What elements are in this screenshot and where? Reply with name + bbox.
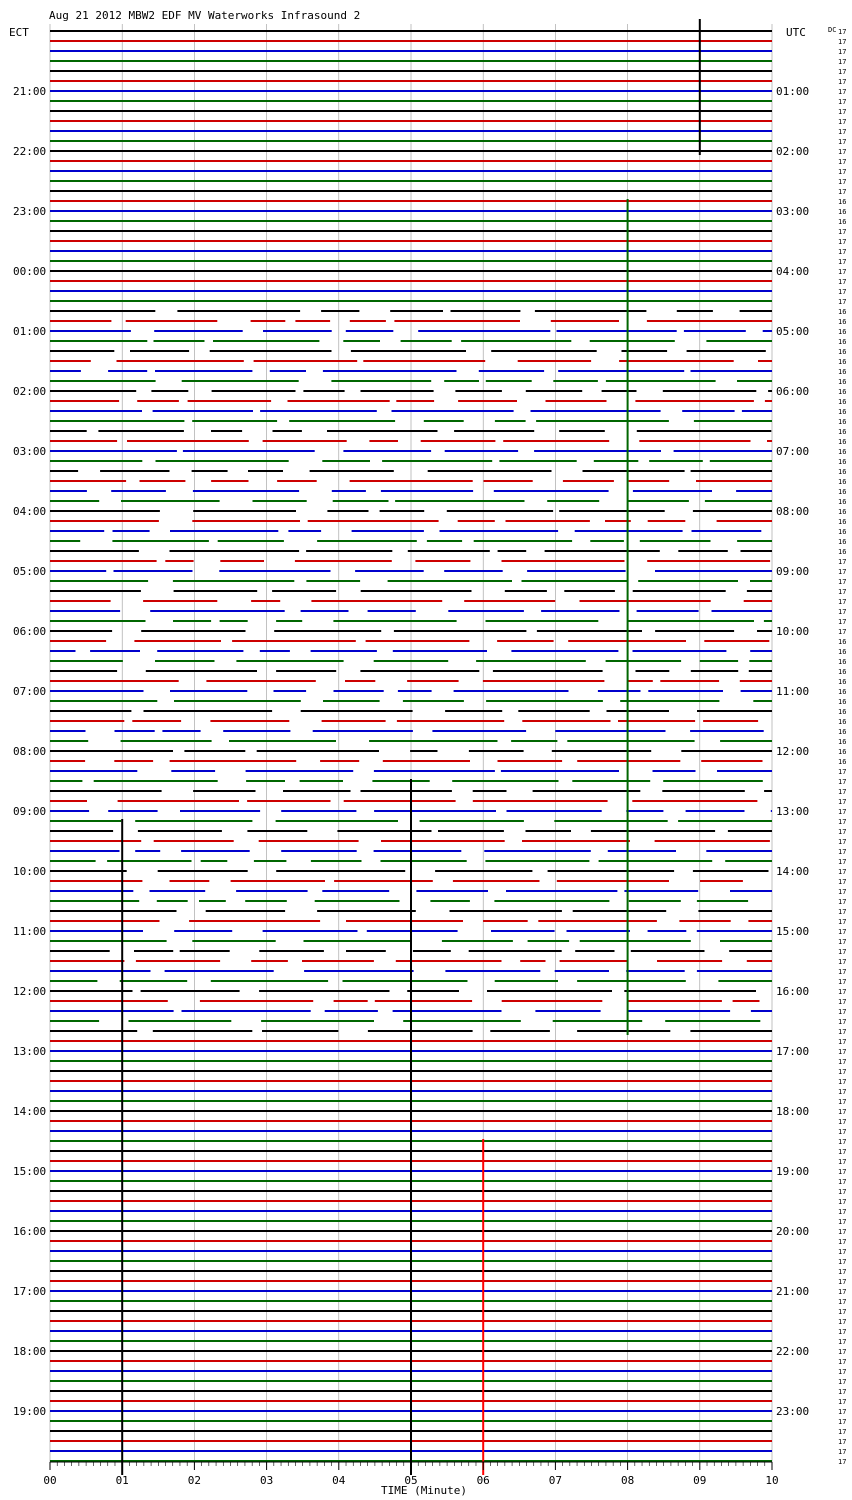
right-hour-label: 18:00 xyxy=(776,1105,810,1118)
dc-offset-value: 17 xyxy=(838,1338,847,1346)
right-hour-label: 05:00 xyxy=(776,325,810,338)
dc-offset-value: 17 xyxy=(838,628,847,636)
left-hour-label: 10:00 xyxy=(13,865,47,878)
dc-offset-value: 17 xyxy=(838,908,847,916)
dc-offset-value: 17 xyxy=(838,1108,847,1116)
dc-offset-value: 17 xyxy=(838,978,847,986)
dc-offset-value: 17 xyxy=(838,798,847,806)
dc-offset-value: 16 xyxy=(838,738,847,746)
dc-offset-value: 17 xyxy=(838,578,847,586)
left-hour-label: 00:00 xyxy=(13,265,47,278)
dc-offset-value: 17 xyxy=(838,288,847,296)
dc-offset-value: 16 xyxy=(838,308,847,316)
dc-offset-value: 16 xyxy=(838,698,847,706)
dc-offset-value: 17 xyxy=(838,598,847,606)
dc-offset-value: 17 xyxy=(838,1168,847,1176)
dc-offset-value: 16 xyxy=(838,718,847,726)
dc-offset-value: 16 xyxy=(838,408,847,416)
dc-offset-value: 17 xyxy=(838,108,847,116)
dc-offset-value: 17 xyxy=(838,248,847,256)
dc-offset-value: 17 xyxy=(838,1198,847,1206)
dc-offset-value: 17 xyxy=(838,78,847,86)
right-hour-label: 20:00 xyxy=(776,1225,810,1238)
dc-offset-value: 17 xyxy=(838,168,847,176)
right-hour-label: 02:00 xyxy=(776,145,810,158)
dc-offset-value: 17 xyxy=(838,1378,847,1386)
dc-offset-value: 17 xyxy=(838,1328,847,1336)
right-hour-label: 11:00 xyxy=(776,685,810,698)
dc-offset-value: 17 xyxy=(838,58,847,66)
right-hour-label: 19:00 xyxy=(776,1165,810,1178)
left-hour-label: 23:00 xyxy=(13,205,47,218)
dc-offset-value: 16 xyxy=(838,468,847,476)
dc-offset-value: 17 xyxy=(838,1118,847,1126)
dc-offset-value: 17 xyxy=(838,1078,847,1086)
dc-offset-value: 17 xyxy=(838,858,847,866)
dc-offset-value: 17 xyxy=(838,1268,847,1276)
dc-offset-value: 17 xyxy=(838,1068,847,1076)
dc-offset-value: 17 xyxy=(838,1228,847,1236)
dc-offset-value: 17 xyxy=(838,808,847,816)
dc-offset-value: 17 xyxy=(838,1358,847,1366)
dc-offset-value: 17 xyxy=(838,68,847,76)
dc-offset-value: 17 xyxy=(838,1258,847,1266)
right-hour-label: 03:00 xyxy=(776,205,810,218)
dc-offset-value: 16 xyxy=(838,198,847,206)
dc-offset-value: 17 xyxy=(838,1348,847,1356)
dc-offset-value: 16 xyxy=(838,488,847,496)
right-hour-label: 13:00 xyxy=(776,805,810,818)
dc-offset-value: 16 xyxy=(838,708,847,716)
dc-offset-value: 16 xyxy=(838,348,847,356)
left-hour-label: 22:00 xyxy=(13,145,47,158)
left-hour-label: 04:00 xyxy=(13,505,47,518)
dc-offset-value: 16 xyxy=(838,648,847,656)
dc-offset-value: 16 xyxy=(838,758,847,766)
right-hour-label: 06:00 xyxy=(776,385,810,398)
dc-offset-value: 17 xyxy=(838,1248,847,1256)
right-hour-label: 16:00 xyxy=(776,985,810,998)
dc-offset-value: 16 xyxy=(838,438,847,446)
dc-offset-value: 17 xyxy=(838,1428,847,1436)
dc-offset-value: 17 xyxy=(838,1048,847,1056)
dc-offset-value: 17 xyxy=(838,1448,847,1456)
dc-offset-value: 17 xyxy=(838,988,847,996)
dc-offset-value: 16 xyxy=(838,538,847,546)
dc-offset-value: 17 xyxy=(838,928,847,936)
x-tick-label: 06 xyxy=(476,1474,490,1487)
dc-offset-value: 17 xyxy=(838,1058,847,1066)
dc-offset-value: 17 xyxy=(838,238,847,246)
dc-offset-value: 17 xyxy=(838,228,847,236)
right-hour-label: 23:00 xyxy=(776,1405,810,1418)
dc-offset-value: 17 xyxy=(838,968,847,976)
dc-offset-value: 17 xyxy=(838,28,847,36)
dc-offset-value: 17 xyxy=(838,848,847,856)
x-tick-label: 03 xyxy=(259,1474,274,1487)
dc-offset-value: 17 xyxy=(838,558,847,566)
right-hour-label: 10:00 xyxy=(776,625,810,638)
dc-offset-value: 17 xyxy=(838,1458,847,1466)
dc-offset-value: 17 xyxy=(838,278,847,286)
dc-header: DC xyxy=(828,26,837,34)
right-hour-label: 15:00 xyxy=(776,925,810,938)
dc-offset-value: 17 xyxy=(838,1098,847,1106)
right-hour-label: 12:00 xyxy=(776,745,810,758)
left-hour-label: 08:00 xyxy=(13,745,47,758)
left-hour-label: 18:00 xyxy=(13,1345,47,1358)
left-hour-label: 14:00 xyxy=(13,1105,47,1118)
x-tick-label: 10 xyxy=(765,1474,779,1487)
dc-offset-value: 17 xyxy=(838,1208,847,1216)
left-hour-label: 05:00 xyxy=(13,565,47,578)
dc-offset-value: 16 xyxy=(838,678,847,686)
dc-offset-value: 16 xyxy=(838,328,847,336)
right-hour-label: 22:00 xyxy=(776,1345,810,1358)
right-hour-label: 08:00 xyxy=(776,505,810,518)
right-timezone-label: UTC xyxy=(786,26,806,39)
left-hour-label: 02:00 xyxy=(13,385,47,398)
dc-offset-value: 16 xyxy=(838,528,847,536)
dc-offset-value: 17 xyxy=(838,1368,847,1376)
dc-offset-value: 17 xyxy=(838,1188,847,1196)
dc-offset-value: 17 xyxy=(838,148,847,156)
dc-offset-value: 17 xyxy=(838,258,847,266)
dc-offset-value: 17 xyxy=(838,38,847,46)
dc-offset-value: 17 xyxy=(838,128,847,136)
dc-offset-value: 17 xyxy=(838,158,847,166)
dc-offset-value: 17 xyxy=(838,768,847,776)
dc-offset-value: 16 xyxy=(838,448,847,456)
dc-offset-value: 17 xyxy=(838,1438,847,1446)
dc-offset-value: 17 xyxy=(838,1008,847,1016)
dc-offset-value: 17 xyxy=(838,1218,847,1226)
right-hour-label: 04:00 xyxy=(776,265,810,278)
dc-offset-value: 17 xyxy=(838,898,847,906)
dc-offset-value: 17 xyxy=(838,568,847,576)
dc-offset-value: 17 xyxy=(838,878,847,886)
dc-offset-value: 17 xyxy=(838,1138,847,1146)
x-tick-label: 07 xyxy=(548,1474,563,1487)
chart-title: Aug 21 2012 MBW2 EDF MV Waterworks Infrasound 2 xyxy=(49,9,361,22)
dc-offset-value: 16 xyxy=(838,338,847,346)
left-hour-label: 03:00 xyxy=(13,445,47,458)
left-hour-label: 06:00 xyxy=(13,625,47,638)
dc-offset-value: 16 xyxy=(838,668,847,676)
dc-offset-value: 16 xyxy=(838,458,847,466)
dc-offset-value: 17 xyxy=(838,1148,847,1156)
dc-offset-value: 17 xyxy=(838,588,847,596)
dc-offset-value: 16 xyxy=(838,508,847,516)
right-hour-label: 14:00 xyxy=(776,865,810,878)
dc-offset-value: 17 xyxy=(838,618,847,626)
dc-offset-value: 17 xyxy=(838,788,847,796)
dc-offset-value: 16 xyxy=(838,218,847,226)
dc-offset-value: 17 xyxy=(838,838,847,846)
dc-offset-value: 17 xyxy=(838,948,847,956)
dc-offset-value: 17 xyxy=(838,868,847,876)
dc-offset-column xyxy=(838,28,846,1466)
dc-offset-value: 17 xyxy=(838,998,847,1006)
left-timezone-label: ECT xyxy=(9,26,29,39)
dc-offset-value: 17 xyxy=(838,1418,847,1426)
dc-offset-value: 17 xyxy=(838,188,847,196)
left-hour-label: 01:00 xyxy=(13,325,47,338)
dc-offset-value: 17 xyxy=(838,888,847,896)
dc-offset-value: 16 xyxy=(838,638,847,646)
dc-offset-value: 16 xyxy=(838,388,847,396)
left-hour-label: 19:00 xyxy=(13,1405,47,1418)
dc-offset-value: 16 xyxy=(838,368,847,376)
dc-offset-value: 17 xyxy=(838,1158,847,1166)
x-tick-label: 05 xyxy=(404,1474,418,1487)
dc-offset-value: 16 xyxy=(838,418,847,426)
dc-offset-value: 17 xyxy=(838,828,847,836)
dc-offset-value: 17 xyxy=(838,1408,847,1416)
dc-offset-value: 16 xyxy=(838,398,847,406)
x-tick-label: 09 xyxy=(693,1474,707,1487)
dc-offset-value: 16 xyxy=(838,318,847,326)
dc-offset-value: 17 xyxy=(838,1318,847,1326)
left-hour-label: 07:00 xyxy=(13,685,47,698)
dc-offset-value: 16 xyxy=(838,728,847,736)
x-tick-label: 02 xyxy=(187,1474,202,1487)
dc-offset-value: 17 xyxy=(838,268,847,276)
dc-offset-value: 16 xyxy=(838,358,847,366)
left-hour-label: 16:00 xyxy=(13,1225,47,1238)
dc-offset-value: 17 xyxy=(838,1128,847,1136)
dc-offset-value: 17 xyxy=(838,1398,847,1406)
dc-offset-value: 17 xyxy=(838,1088,847,1096)
dc-offset-value: 16 xyxy=(838,688,847,696)
left-hour-label: 11:00 xyxy=(13,925,47,938)
x-tick-label: 04 xyxy=(332,1474,346,1487)
x-tick-label: 01 xyxy=(115,1474,129,1487)
dc-offset-value: 16 xyxy=(838,208,847,216)
dc-offset-value: 16 xyxy=(838,378,847,386)
dc-offset-value: 17 xyxy=(838,1038,847,1046)
left-hour-label: 12:00 xyxy=(13,985,47,998)
dc-offset-value: 16 xyxy=(838,748,847,756)
dc-offset-value: 17 xyxy=(838,48,847,56)
dc-offset-value: 17 xyxy=(838,1018,847,1026)
dc-offset-value: 17 xyxy=(838,1278,847,1286)
dc-offset-value: 16 xyxy=(838,428,847,436)
dc-offset-value: 17 xyxy=(838,608,847,616)
dc-offset-value: 17 xyxy=(838,958,847,966)
dc-offset-value: 17 xyxy=(838,138,847,146)
right-hour-label: 07:00 xyxy=(776,445,810,458)
dc-offset-value: 17 xyxy=(838,818,847,826)
right-hour-label: 01:00 xyxy=(776,85,810,98)
dc-offset-value: 17 xyxy=(838,1028,847,1036)
x-tick-label: 00 xyxy=(43,1474,57,1487)
dc-offset-value: 17 xyxy=(838,1298,847,1306)
right-hour-label: 09:00 xyxy=(776,565,810,578)
left-hour-label: 15:00 xyxy=(13,1165,47,1178)
right-hour-label: 21:00 xyxy=(776,1285,810,1298)
dc-offset-value: 17 xyxy=(838,1388,847,1396)
left-hour-label: 13:00 xyxy=(13,1045,47,1058)
x-tick-label: 08 xyxy=(620,1474,635,1487)
dc-offset-value: 17 xyxy=(838,98,847,106)
dc-offset-value: 17 xyxy=(838,1308,847,1316)
dc-offset-value: 17 xyxy=(838,938,847,946)
dc-offset-value: 17 xyxy=(838,298,847,306)
dc-offset-value: 16 xyxy=(838,658,847,666)
left-hour-label: 09:00 xyxy=(13,805,47,818)
dc-offset-value: 16 xyxy=(838,518,847,526)
dc-offset-value: 16 xyxy=(838,498,847,506)
dc-offset-value: 17 xyxy=(838,1238,847,1246)
left-hour-label: 21:00 xyxy=(13,85,47,98)
dc-offset-value: 16 xyxy=(838,548,847,556)
dc-offset-value: 16 xyxy=(838,478,847,486)
x-axis-label: TIME (Minute) xyxy=(380,1484,468,1497)
dc-offset-value: 17 xyxy=(838,1178,847,1186)
dc-offset-value: 17 xyxy=(838,918,847,926)
left-hour-label: 17:00 xyxy=(13,1285,47,1298)
right-hour-label: 17:00 xyxy=(776,1045,810,1058)
dc-offset-value: 17 xyxy=(838,118,847,126)
dc-offset-value: 17 xyxy=(838,88,847,96)
dc-offset-value: 17 xyxy=(838,178,847,186)
dc-offset-value: 17 xyxy=(838,1288,847,1296)
dc-offset-value: 17 xyxy=(838,778,847,786)
